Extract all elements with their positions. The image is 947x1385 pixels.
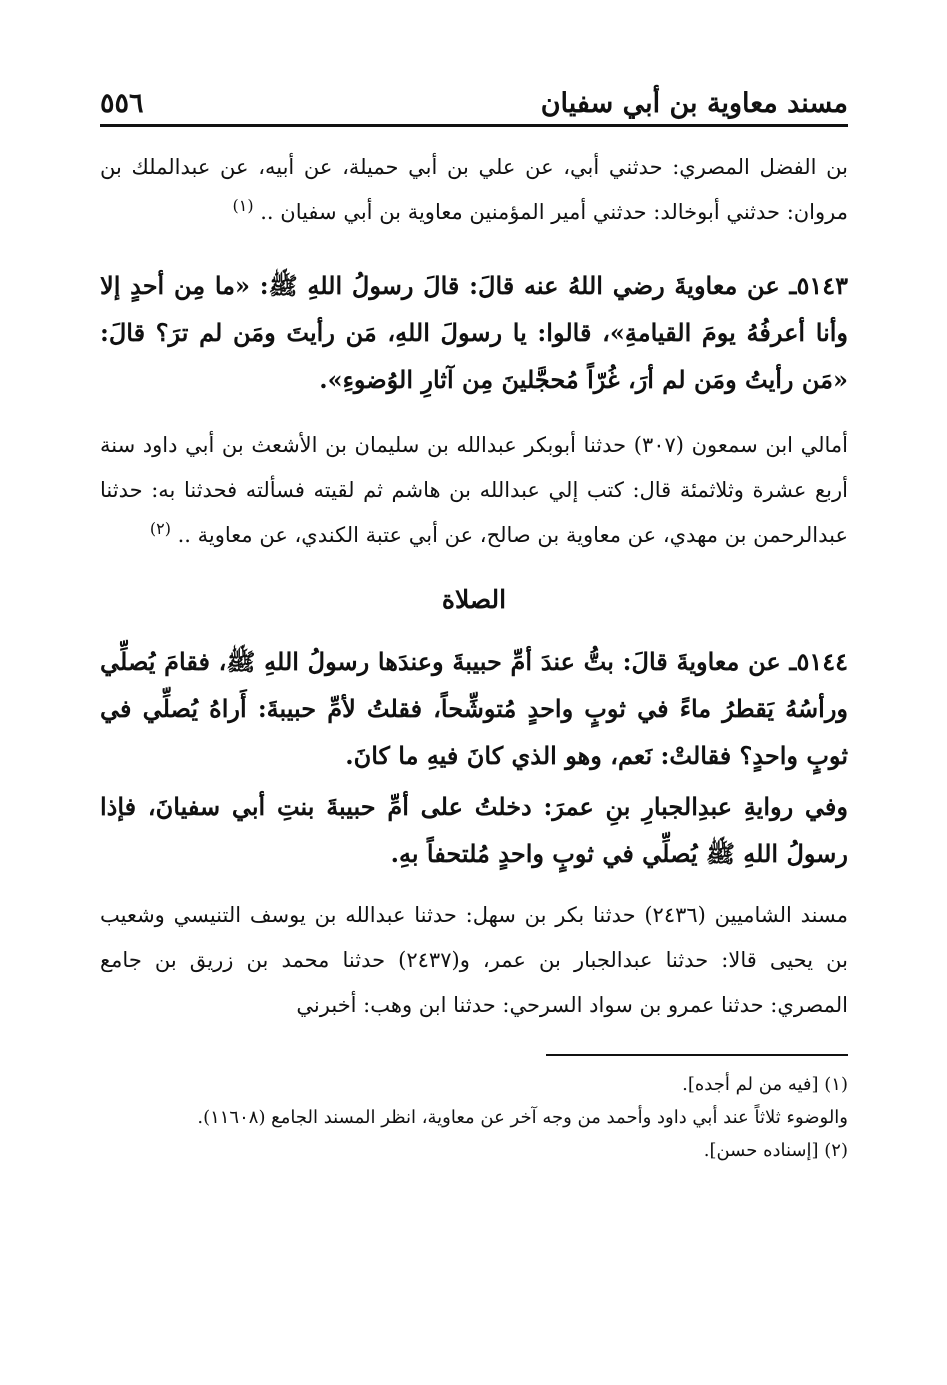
footnote-2: (٢) [إسناده حسن]. [703, 1140, 848, 1161]
footnote-1-continued: والوضوء ثلاثاً عند أبي داود وأحمد من وجه آخر عن معاوية، انظر المسند الجامع (١١٦٠٨). [197, 1107, 848, 1128]
page-number: ٥٥٦ [100, 88, 144, 119]
footnotes [100, 1068, 848, 1167]
hadith-5144-variant: وفي روايةِ عبدِالجبارِ بنِ عمرَ: دخلتُ على أمِّ حبيبةَ بنتِ أبي سفيانَ، فإذا رسولُ اللهِ ﷺ يُصلِّي في ثوبٍ واحدٍ مُلتحفاً بهِ. [100, 792, 848, 868]
footnote-ref-1: (١) [232, 196, 254, 215]
isnad-paragraph-3: مسند الشاميين (٢٤٣٦) حدثنا بكر بن سهل: حدثنا عبدالله بن يوسف التنيسي وشعيب بن يحيى قالا: حدثنا عبدالجبار بن عمر، و(٢٤٣٧) حدثنا محمد بن زريق بن جامع المصري: حدثنا عمرو بن سواد السرحي: حدثنا ابن وهب: أخبرني [100, 903, 848, 1017]
hadith-5144: ٥١٤٤ـ عن معاويةَ قالَ: بتُّ عندَ أمِّ حبيبةَ وعندَها رسولُ اللهِ ﷺ، فقامَ يُصلِّي ورأسُهُ يَقطرُ ماءً في ثوبٍ واحدٍ مُتوشِّحاً، فقلتُ لأمِّ حبيبةَ: أَراهُ يُصلِّي في ثوبٍ واحدٍ؟ فقالتْ: نَعم، وهو الذي كانَ فيهِ ما كانَ. [100, 647, 848, 770]
hadith-5143: ٥١٤٣ـ عن معاويةَ رضي اللهُ عنه قالَ: قالَ رسولُ اللهِ ﷺ: «ما مِن أحدٍ إلا وأنا أعرفُهُ يومَ القيامةِ»، قالوا: يا رسولَ اللهِ، مَن رأيتَ ومَن لم ترَ؟ قالَ: «مَن رأيتُ ومَن لم أرَ، غُرّاً مُحجَّلينَ مِن آثارِ الوُضوءِ». [100, 271, 849, 394]
isnad-text-1: بن الفضل المصري: حدثني أبي، عن علي بن أبي حميلة، عن أبيه، عن عبدالملك بن مروان: حدثني أبوخالد: حدثني أمير المؤمنين معاوية بن أبي سفيان .. [100, 155, 848, 224]
isnad-text-2: أمالي ابن سمعون (٣٠٧) حدثنا أبوبكر عبدالله بن سليمان بن الأشعث بن أبي داود سنة أربع عشرة وثلاثمئة قال: كتب إلي عبدالله بن هاشم ثم لقيته فسألته فحدثنا به: حدثنا عبدالرحمن بن مهدي، عن معاوية بن صالح، عن أبي عتبة الكندي، عن معاوية .. [100, 433, 848, 547]
section-title: الصلاة [441, 585, 507, 614]
footnote-separator [546, 1054, 848, 1056]
isnad-paragraph-2 [100, 423, 848, 558]
footnote-1: (١) [فيه من لم أجده]. [682, 1074, 848, 1095]
book-page [100, 82, 848, 1167]
footnote-ref-2: (٢) [149, 519, 171, 538]
header-title: مسند معاوية بن أبي سفيان [540, 88, 848, 119]
isnad-paragraph-1 [100, 145, 848, 235]
running-header [100, 82, 848, 127]
